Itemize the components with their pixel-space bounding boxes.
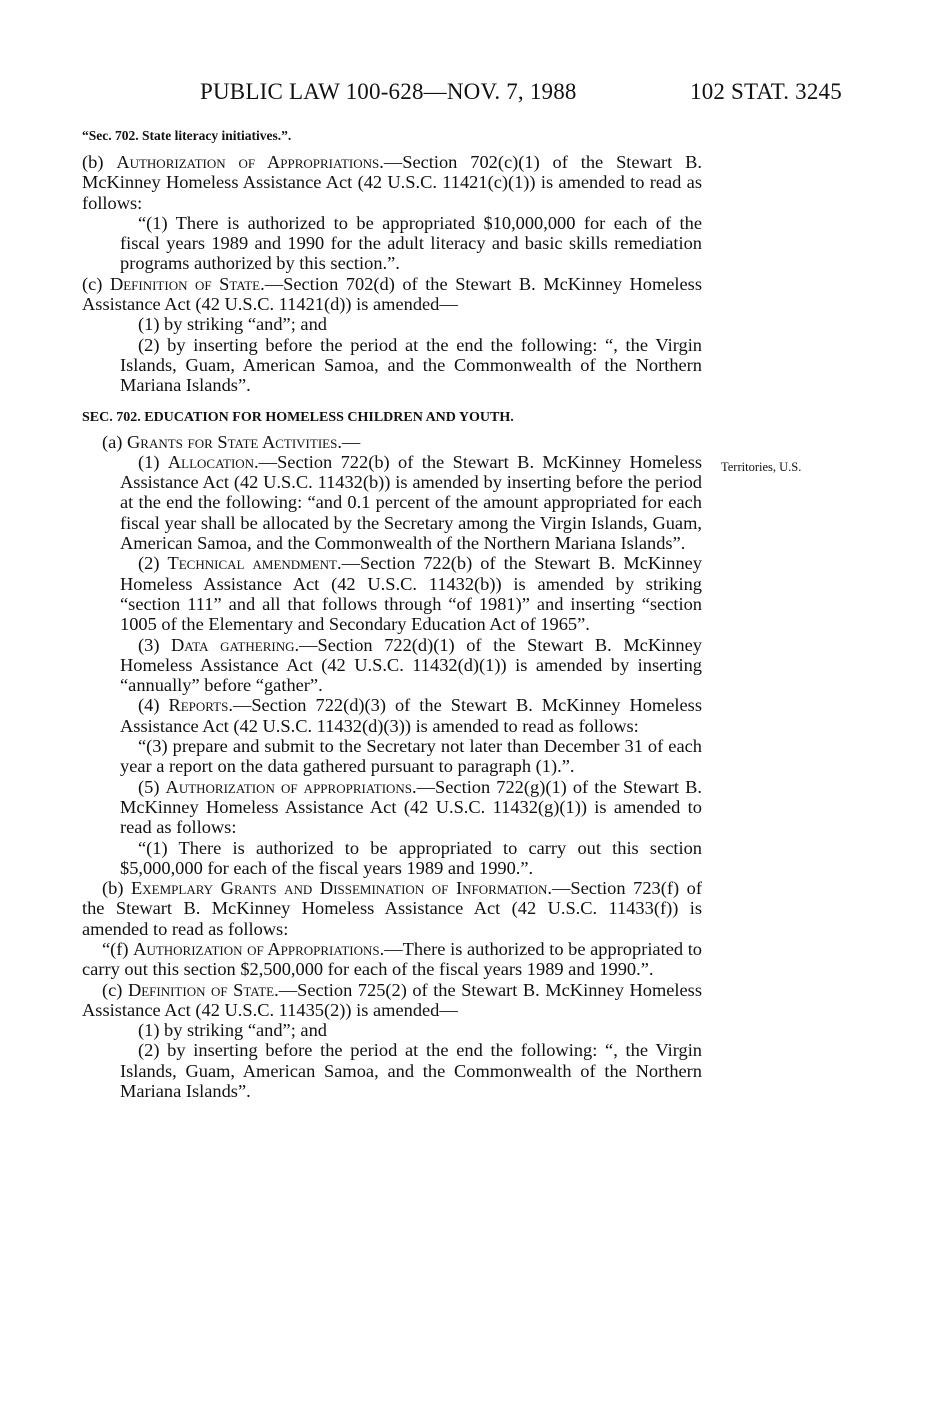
quoted-text: “(1) There is authorized to be appropriated $10,000,000 for each of the fiscal years 1989 and 1990 for the adult literacy and basic skills remediation programs authorized by this section.”.	[120, 212, 702, 274]
list-item: (2) by inserting before the period at the end the following: “, the Virgin Islands, Guam, American Samoa, and the Commonwealth of the Northern Mariana Islands”.	[120, 334, 702, 396]
page-stat-number: 102 STAT. 3245	[690, 79, 842, 104]
paragraph-a2: (2) Technical amendment.—Section 722(b) of the Stewart B. McKinney Homeless Assistance Act (42 U.S.C. 11432(b)) is amended by striking “section 111” and all that follows through “of 1981)” and inserting “section 1005 of the Elementary and Secondary Education Act of 1965”.	[120, 553, 703, 635]
paragraph-title: Reports.	[168, 695, 233, 716]
paragraph-b: (b) Authorization of Appropriations.—Section 702(c)(1) of the Stewart B. McKinney Homeless Assistance Act (42 U.S.C. 11421(c)(1)) is amended to read as follows:	[82, 152, 702, 213]
paragraph-c: (c) Definition of State.—Section 702(d) of the Stewart B. McKinney Homeless Assistance Act (42 U.S.C. 11421(d)) is amended—	[82, 273, 702, 315]
subsection-title: Authorization of Appropriations.	[133, 938, 385, 959]
paragraph-a1: (1) Allocation.—Section 722(b) of the Stewart B. McKinney Homeless Assistance Act (42 U.S.C. 11432(b)) is amended by inserting before the period at the end the following: “and 0.1 percent of the amount appropriated for each fiscal year shall be allocated by the Secretary among the Virgin Islands, Guam, American Samoa, and the Commonwealth of the Northern Mariana Islands”.	[120, 451, 703, 554]
quoted-subsection: “(f) Authorization of Appropriations.—There is authorized to be appropriated to carry out this section $2,500,000 for each of the fiscal years 1989 and 1990.”.	[82, 938, 702, 980]
subsection-title: Definition of State.	[127, 979, 279, 1000]
paragraph-title: Authorization of appropriations.	[165, 776, 417, 797]
section-caption: “Sec. 702. State literacy initiatives.”.	[82, 128, 292, 143]
quoted-text: “(3) prepare and submit to the Secretary not later than December 31 of each year a report on the data gathered pursuant to paragraph (1).”.	[120, 736, 702, 777]
list-item: (2) by inserting before the period at the end the following: “, the Virgin Islands, Guam, American Samoa, and the Commonwealth of the Northern Mariana Islands”.	[120, 1040, 702, 1102]
paragraph-a: (a) Grants for State Activities.—	[102, 431, 361, 452]
running-head-title: PUBLIC LAW 100-628—NOV. 7, 1988	[200, 79, 577, 104]
section-heading: SEC. 702. EDUCATION FOR HOMELESS CHILDREN AND YOUTH.	[82, 409, 514, 425]
list-item: (1) by striking “and”; and	[138, 314, 327, 335]
paragraph-title: Allocation.	[167, 451, 259, 472]
paragraph-title: Technical amendment.	[167, 553, 342, 574]
subsection-title: Exemplary Grants and Dissemination of Information.	[131, 878, 552, 899]
paragraph-title: Data gathering.	[171, 634, 300, 655]
subsection-title: Definition of State.	[109, 273, 265, 294]
paragraph-b2: (b) Exemplary Grants and Dissemination of Information.—Section 723(f) of the Stewart B. McKinney Homeless Assistance Act (42 U.S.C. 11433(f)) is amended to read as follows:	[82, 878, 702, 939]
paragraph-a3: (3) Data gathering.—Section 722(d)(1) of the Stewart B. McKinney Homeless Assistance Act (42 U.S.C. 11432(d)(1)) is amended by inserting “annually” before “gather”.	[120, 634, 702, 696]
list-item: (1) by striking “and”; and	[138, 1020, 327, 1041]
document-body	[82, 126, 702, 1101]
paragraph-c2: (c) Definition of State.—Section 725(2) of the Stewart B. McKinney Homeless Assistance Act (42 U.S.C. 11435(2)) is amended—	[82, 979, 702, 1020]
paragraph-a5: (5) Authorization of appropriations.—Section 722(g)(1) of the Stewart B. McKinney Homeless Assistance Act (42 U.S.C. 11432(g)(1)) is amended to read as follows:	[120, 776, 702, 838]
paragraph-a4: (4) Reports.—Section 722(d)(3) of the Stewart B. McKinney Homeless Assistance Act (42 U.S.C. 11432(d)(3)) is amended to read as follows:	[120, 695, 702, 736]
quoted-text: “(1) There is authorized to be appropriated to carry out this section $5,000,000 for each of the fiscal years 1989 and 1990.”.	[120, 837, 702, 878]
margin-note: Territories, U.S.	[721, 460, 802, 474]
subsection-title: Grants for State Activities.	[127, 431, 342, 452]
subsection-title: Authorization of Appropriations.	[116, 152, 384, 172]
